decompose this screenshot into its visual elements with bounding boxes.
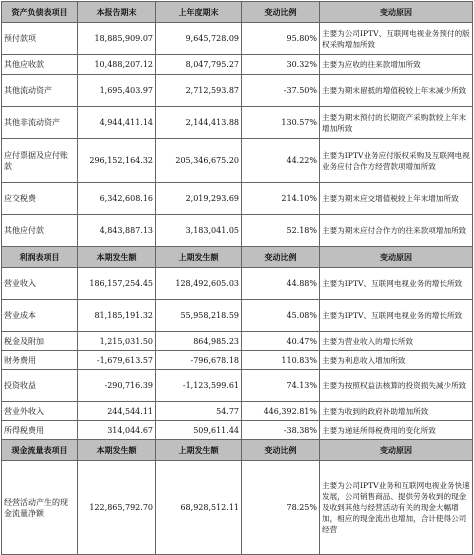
- prior-value: 8,047,795.27: [156, 55, 242, 75]
- prior-value: 2,019,293.69: [156, 183, 242, 215]
- change-percent: 44.22%: [242, 139, 320, 183]
- change-reason: 主要为期末应付合作方的往来款项增加所致: [320, 215, 473, 247]
- prior-value: 2,144,413.88: [156, 107, 242, 139]
- change-reason: 主要为应收的往来款增加所致: [320, 55, 473, 75]
- row-label: 税金及附加: [2, 332, 78, 351]
- change-percent: 40.47%: [242, 332, 320, 351]
- change-reason: 主要为IPTV、互联网电视业务的增长所致: [320, 268, 473, 300]
- current-value: 4,944,411.14: [78, 107, 156, 139]
- table-row: [2, 300, 473, 332]
- column-header: 本期发生额: [78, 247, 156, 268]
- current-value: 1,695,403.97: [78, 75, 156, 107]
- column-header: 变动比例: [242, 2, 320, 23]
- change-percent: 78.25%: [242, 461, 320, 555]
- table-row: [2, 107, 473, 139]
- column-header: 本报告期末: [78, 2, 156, 23]
- change-reason: 主要为营业收入的增长所致: [320, 332, 473, 351]
- change-reason: 主要为收到的政府补助增加所致: [320, 402, 473, 421]
- column-header: 本期发生额: [78, 440, 156, 461]
- current-value: -1,679,613.57: [78, 351, 156, 370]
- column-header: 变动比例: [242, 440, 320, 461]
- current-value: 1,215,031.50: [78, 332, 156, 351]
- row-label: 应交税费: [2, 183, 78, 215]
- current-value: 6,342,608.16: [78, 183, 156, 215]
- change-reason: 主要为公司IPTV业务和互联网电视业务快速发展，公司销售商品、提供劳务收到的现金及收到其他与经营活动有关的现金大幅增加，相应的现金流出也增加，合计使得公司经营: [320, 461, 473, 555]
- prior-value: 128,492,605.03: [156, 268, 242, 300]
- table-row: [2, 23, 473, 55]
- table-row: [2, 75, 473, 107]
- financial-changes-table: [1, 1, 473, 555]
- current-value: 10,488,207.12: [78, 55, 156, 75]
- table-row: [2, 55, 473, 75]
- row-label: 营业外收入: [2, 402, 78, 421]
- column-header: 上期发生额: [156, 247, 242, 268]
- column-header: 变动原因: [320, 2, 473, 23]
- change-percent: -38.38%: [242, 421, 320, 440]
- column-header: 变动比例: [242, 247, 320, 268]
- table-row: [2, 421, 473, 440]
- change-percent: -37.50%: [242, 75, 320, 107]
- row-label: 其他流动资产: [2, 75, 78, 107]
- prior-value: 2,712,593.87: [156, 75, 242, 107]
- cashflow-header-row: [2, 440, 473, 461]
- change-percent: 44.88%: [242, 268, 320, 300]
- prior-value: 864,985.23: [156, 332, 242, 351]
- table-row: [2, 139, 473, 183]
- row-label: 其他非流动资产: [2, 107, 78, 139]
- current-value: 244,544.11: [78, 402, 156, 421]
- prior-value: 68,928,512.11: [156, 461, 242, 555]
- current-value: 122,865,792.70: [78, 461, 156, 555]
- prior-value: 55,958,218.59: [156, 300, 242, 332]
- balance-header-row: [2, 2, 473, 23]
- row-label: 其他应付款: [2, 215, 78, 247]
- change-reason: 主要为利息收入增加所致: [320, 351, 473, 370]
- column-header: 上年度期末: [156, 2, 242, 23]
- table-row: [2, 461, 473, 555]
- column-header: 变动原因: [320, 247, 473, 268]
- current-value: 186,157,254.45: [78, 268, 156, 300]
- column-header: 利润表项目: [2, 247, 78, 268]
- column-header: 变动原因: [320, 440, 473, 461]
- table-row: [2, 332, 473, 351]
- table-row: [2, 268, 473, 300]
- change-percent: 130.57%: [242, 107, 320, 139]
- prior-value: 3,183,041.05: [156, 215, 242, 247]
- row-label: 营业收入: [2, 268, 78, 300]
- prior-value: 9,645,728.09: [156, 23, 242, 55]
- change-reason: 主要为期末应交增值税较上年末增加所致: [320, 183, 473, 215]
- change-reason: 主要为期末留抵的增值税较上年末减少所致: [320, 75, 473, 107]
- change-reason: 主要为IPTV、互联网电视业务的增长所致: [320, 300, 473, 332]
- row-label: 投资收益: [2, 370, 78, 402]
- change-percent: 95.80%: [242, 23, 320, 55]
- change-reason: 主要为公司IPTV、互联网电视业务预付的版权采购增加所致: [320, 23, 473, 55]
- change-percent: 30.32%: [242, 55, 320, 75]
- table-row: [2, 351, 473, 370]
- change-reason: 主要为期末预付的长期资产采购款较上年末增加所致: [320, 107, 473, 139]
- change-reason: 主要为递延所得税费用的变化所致: [320, 421, 473, 440]
- change-percent: 110.83%: [242, 351, 320, 370]
- row-label: 所得税费用: [2, 421, 78, 440]
- prior-value: 54.77: [156, 402, 242, 421]
- table-body: [2, 2, 473, 555]
- table-row: [2, 183, 473, 215]
- table-row: [2, 402, 473, 421]
- prior-value: -796,678.18: [156, 351, 242, 370]
- prior-value: 509,611.44: [156, 421, 242, 440]
- change-reason: 主要为按照权益法核算的投资损失减少所致: [320, 370, 473, 402]
- row-label: 应付票据及应付账款: [2, 139, 78, 183]
- column-header: 资产负债表项目: [2, 2, 78, 23]
- income-header-row: [2, 247, 473, 268]
- row-label: 营业成本: [2, 300, 78, 332]
- current-value: 314,044.67: [78, 421, 156, 440]
- row-label: 其他应收款: [2, 55, 78, 75]
- change-percent: 214.10%: [242, 183, 320, 215]
- current-value: 4,843,887.13: [78, 215, 156, 247]
- table-row: [2, 370, 473, 402]
- column-header: 现金流量表项目: [2, 440, 78, 461]
- row-label: 经营活动产生的现金流量净额: [2, 461, 78, 555]
- change-percent: 45.08%: [242, 300, 320, 332]
- current-value: 18,885,909.07: [78, 23, 156, 55]
- change-percent: 74.13%: [242, 370, 320, 402]
- change-percent: 446,392.81%: [242, 402, 320, 421]
- table-row: [2, 215, 473, 247]
- current-value: -290,716.39: [78, 370, 156, 402]
- row-label: 财务费用: [2, 351, 78, 370]
- change-reason: 主要为IPTV业务应付版权采购及互联网电视业务应付合作方经营款项增加所致: [320, 139, 473, 183]
- current-value: 81,185,191.32: [78, 300, 156, 332]
- current-value: 296,152,164.32: [78, 139, 156, 183]
- row-label: 预付款项: [2, 23, 78, 55]
- prior-value: -1,123,599.61: [156, 370, 242, 402]
- column-header: 上期发生额: [156, 440, 242, 461]
- prior-value: 205,346,675.20: [156, 139, 242, 183]
- change-percent: 52.18%: [242, 215, 320, 247]
